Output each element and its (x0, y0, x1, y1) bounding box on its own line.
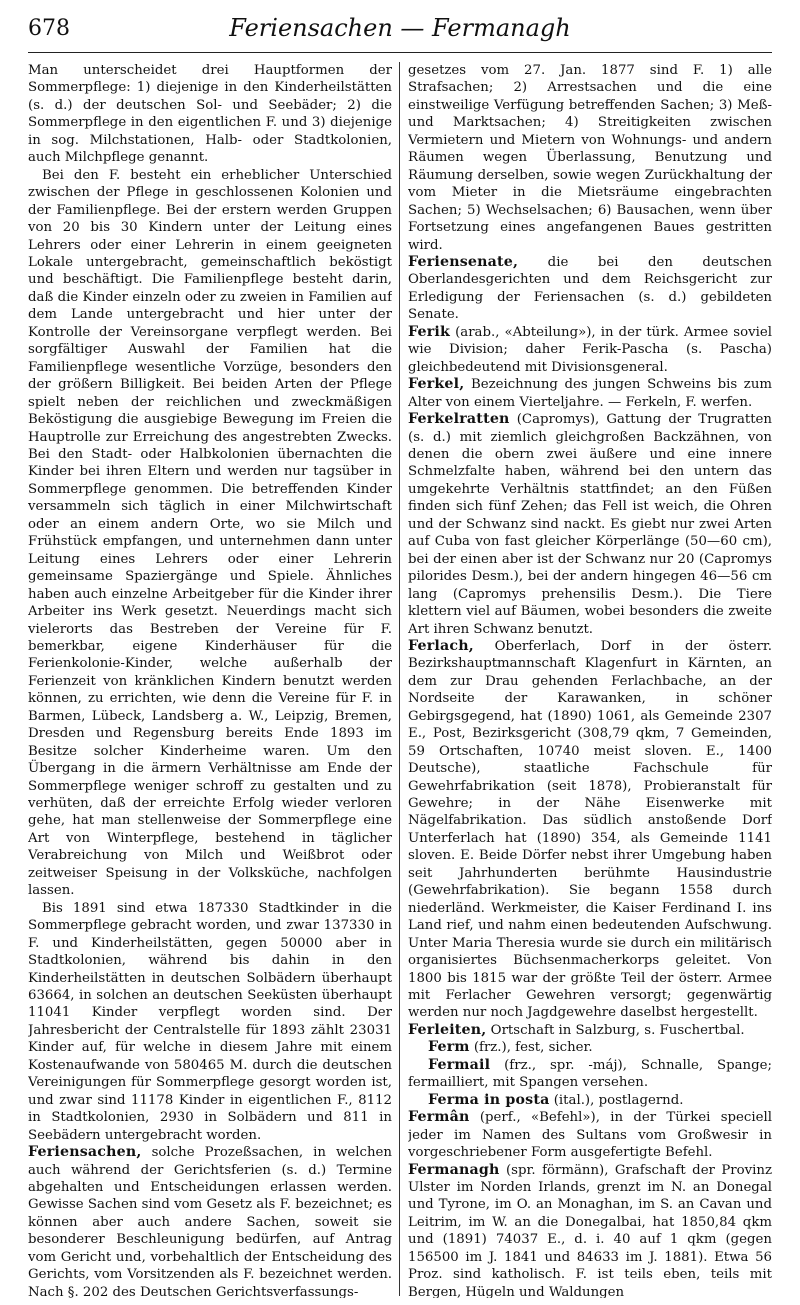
entry-headword: Ferma in posta (428, 1091, 550, 1108)
entry-headword: Ferlach, (408, 637, 474, 654)
dictionary-entry (408, 376, 772, 411)
entry-headword: Ferkel, (408, 376, 465, 393)
continued-paragraph: Man unterscheidet drei Hauptformen der Sommerpflege: 1) diejenige in den Kinderheilstätten (s. d.) der deutschen Sol- und Seebäder; 2) die Sommerpflege in den eigentlichen F. und 3) diejenige in sog. Milchstationen, Halb- oder Stadtkolonien, auch Milchpflege genannt. (28, 63, 392, 166)
entry-text: (perf., «Befehl»), in der Türkei speciell jeder im Namen des Sultans vom Großwesir in vorgeschriebener Form ausgefertigte Befehl. (408, 1110, 772, 1161)
dictionary-entry (408, 1022, 772, 1039)
continued-paragraph: gesetzes vom 27. Jan. 1877 sind F. 1) alle Strafsachen; 2) Arrestsachen und die eine einstweilige Verfügung betreffenden Sachen; 3) Meß- und Marktsachen; 4) Streitigkeiten zwischen Vermietern und Mietern von Wohnungs- und andern Räumen wegen Überlassung, Benutzung und Räumung derselben, sowie wegen Zurückhaltung der vom Mieter in die Mietsräume eingebrachten Sachen; 5) Wechselsachen; 6) Bausachen, wenn über Fortsetzung eines angefangenen Baues gestritten wird. (408, 63, 772, 253)
dictionary-entry (408, 1109, 772, 1161)
entry-text: Bezeichnung des jungen Schweins bis zum Alter von einem Vierteljahre. — Ferkeln, F. werfen. (408, 377, 772, 410)
entry-headword: Fermail (428, 1056, 491, 1073)
entry-text: (spr. förmänn), Grafschaft der Provinz Ulster im Norden Irlands, grenzt im N. an Donegal und Tyrone, im O. an Monaghan, im S. an Cavan und Leitrim, im W. an die Donegalbai, hat 1850,84 qkm und (1891) 74037 E., d. i. 40 auf 1 qkm (gegen 156500 im J. 1841 und 84633 im J. 1881). Etwa 56 Proz. sind katholisch. F. ist teils eben, teils mit Bergen, Hügeln und Waldungen (408, 1162, 772, 1298)
dictionary-entry (28, 1144, 392, 1298)
dictionary-entry (408, 1092, 772, 1109)
entry-headword: Fermân (408, 1109, 470, 1126)
dictionary-entry (408, 638, 772, 1022)
entry-text: (ital.), postlagernd. (549, 1092, 684, 1108)
dictionary-entry (408, 1162, 772, 1298)
running-title: Feriensachen — Fermanagh (229, 14, 571, 42)
entry-headword: Ferleiten, (408, 1021, 487, 1038)
page-number: 678 (28, 16, 70, 41)
entry-text: Ortschaft in Salzburg, s. Fuschertbal. (486, 1022, 745, 1038)
dictionary-entry (408, 411, 772, 638)
entry-headword: Ferm (428, 1039, 470, 1056)
paragraph: Bei den F. besteht ein erheblicher Unterschied zwischen der Pflege in geschlossenen Kolonien und der Familienpflege. Bei der erstern werden Gruppen von 20 bis 30 Kindern unter der Leitung eines Lehrers oder einer Lehrerin in einem geeigneten Lokale untergebracht, gemeinschaftlich beköstigt und beschäftigt. Die Familienpflege besteht darin, daß die Kinder einzeln oder zu zweien in Familien auf dem Lande untergebracht und hier unter der Kontrolle der Vereinsorgane verpflegt werden. Bei sorgfältiger Auswahl der Familien hat die Familienpflege wesentliche Vorzüge, besonders den der größern Billigkeit. Bei beiden Arten der Pflege spielt neben der reichlichen und zweckmäßigen Beköstigung die ausgiebige Bewegung im Freien die Hauptrolle zur Erreichung des angestrebten Zwecks. Bei den Stadt- oder Halbkolonien übernachten die Kinder bei ihren Eltern und werden nur tagsüber in Sommerpflege genommen. Die betreffenden Kinder versammeln sich täglich in einer Milchwirtschaft oder an einem andern Orte, wo sie Milch und Frühstück empfangen, und unternehmen dann unter Leitung eines Lehrers oder einer Lehrerin gemeinsame Spaziergänge und Spiele. Ähnliches haben auch einzelne Arbeitgeber für die Kinder ihrer Arbeiter ins Werk gesetzt. Neuerdings macht sich vielerorts das Bestreben der Vereine für F. bemerkbar, eigene Kinderhäuser für die Ferienkolonie-Kinder, welche außerhalb der Ferienzeit von kränklichen Kindern benutzt werden können, zu errichten, wie denn die Vereine für F. in Barmen, Lübeck, Landsberg a. W., Leipzig, Bremen, Dresden und Regensburg bereits Ende 1893 im Besitze solcher Kinderheime waren. Um den Übergang in die ärmern Verhältnisse am Ende der Sommerpflege weniger schroff zu gestalten und zu verhüten, daß der erreichte Erfolg wieder verloren gehe, hat man stellenweise der Sommerpflege eine Art von Winterpflege, bestehend in täglicher Verabreichung von Milch und Weißbrot oder zeitweiser Speisung in der Volksküche, nachfolgen lassen. (28, 167, 392, 899)
entry-headword: Ferkelratten (408, 411, 510, 428)
entry-text: die bei den deutschen Oberlandesgerichten und dem Reichsgericht zur Erledigung der Feriensachen (s. d.) gebildeten Senate. (408, 254, 772, 323)
entry-text: solche Prozeßsachen, in welchen auch während der Gerichtsferien (s. d.) Termine abgehalten und Entscheidungen erlassen werden. Gewisse Sachen sind vom Gesetz als F. bezeichnet; es können aber auch andere Sachen, soweit sie besonderer Beschleunigung bedürfen, auf Antrag vom Gericht und, vorbehaltlich der Entscheidung des Gerichts, vom Vorsitzenden als F. bezeichnet werden. Nach §. 202 des Deutschen Gerichtsverfassungs- (28, 1145, 392, 1298)
entry-headword: Ferik (408, 323, 451, 340)
entry-text: (arab., «Abteilung»), in der türk. Armee soviel wie Division; daher Ferik-Pascha (s. Pascha) gleichbedeutend mit Divisionsgeneral. (408, 324, 772, 375)
entry-text: (frz., spr. -máj), Schnalle, Spange; fermailliert, mit Spangen versehen. (408, 1057, 772, 1091)
dictionary-entry (408, 254, 772, 324)
entry-headword: Fermanagh (408, 1161, 500, 1178)
dictionary-entry (408, 1039, 772, 1056)
entry-headword: Feriensachen, (28, 1144, 142, 1161)
dictionary-entry (408, 324, 772, 376)
column-divider (399, 62, 400, 1296)
entry-text: (frz.), fest, sicher. (469, 1040, 593, 1056)
page-header (28, 6, 772, 53)
entry-text: (Capromys), Gattung der Trugratten (s. d.) mit ziemlich gleichgroßen Backzähnen, von denen die obern zwei äußere und eine innere Schmelzfalte haben, während bei den untern das umgekehrte Verhältnis stattfindet; an den Füßen finden sich fünf Zehen; das Fell ist weich, die Ohren und der Schwanz sind nackt. Es giebt nur zwei Arten auf Cuba von fast gleicher Körperlänge (50—60 cm), bei der einen aber ist der Schwanz nur 20 (Capromys pilorides Desm.), bei der andern hingegen 46—56 cm lang (Capromys prehensilis Desm.). Die Tiere klettern viel auf Bäumen, wobei besonders die zweite Art ihren Schwanz benutzt. (408, 412, 772, 637)
dictionary-entry (408, 1057, 772, 1092)
right-column (408, 62, 772, 1298)
entry-text: Oberferlach, Dorf in der österr. Bezirkshauptmannschaft Klagenfurt in Kärnten, an dem zur Drau gehenden Ferlachbache, an der Nordseite der Karawanken, in schöner Gebirgsgegend, hat (1890) 1061, als Gemeinde 2307 E., Post, Bezirksgericht (308,79 qkm, 7 Gemeinden, 59 Ortschaften, 10740 meist sloven. E., 1400 Deutsche), staatliche Fachschule für Gewehrfabrikation (seit 1878), Probieranstalt für Gewehre; in der Nähe Eisenwerke mit Nägelfabrikation. Das südlich anstoßende Dorf Unterferlach hat (1890) 354, als Gemeinde 1141 sloven. E. Beide Dörfer nebst ihrer Umgebung haben seit Jahrhunderten berühmte Hausindustrie (Gewehrfabrikation). Sie begann 1558 durch niederländ. Werkmeister, die Kaiser Ferdinand I. ins Land rief, und nahm einen bedeutenden Aufschwung. Unter Maria Theresia wurde sie durch ein militärisch organisiertes Büchsenmacherkorps geleitet. Von 1800 bis 1815 war der größte Teil der österr. Armee mit Ferlacher Gewehren versorgt; gegenwärtig werden nur noch Jagdgewehre daselbst hergestellt. (408, 638, 772, 1021)
paragraph: Bis 1891 sind etwa 187330 Stadtkinder in die Sommerpflege gebracht worden, und zwar 137330 in F. und Kinderheilstätten, gegen 50000 aber in Stadtkolonien, während bis dahin in den Kinderheilstätten in deutschen Solbädern überhaupt 63664, in solchen an deutschen Seeküsten überhaupt 11041 Kinder verpflegt worden sind. Der Jahresbericht der Centralstelle für 1893 zählt 23031 Kinder auf, für welche in diesem Jahre mit einem Kostenaufwande von 580465 M. durch die deutschen Vereinigungen für Sommerpflege gesorgt worden ist, und zwar sind 11178 Kinder in eigentlichen F., 8112 in Stadtkolonien, 2930 in Solbädern und 811 in Seebädern untergebracht worden. (28, 900, 392, 1143)
left-column (28, 62, 392, 1298)
entry-headword: Feriensenate, (408, 253, 519, 270)
